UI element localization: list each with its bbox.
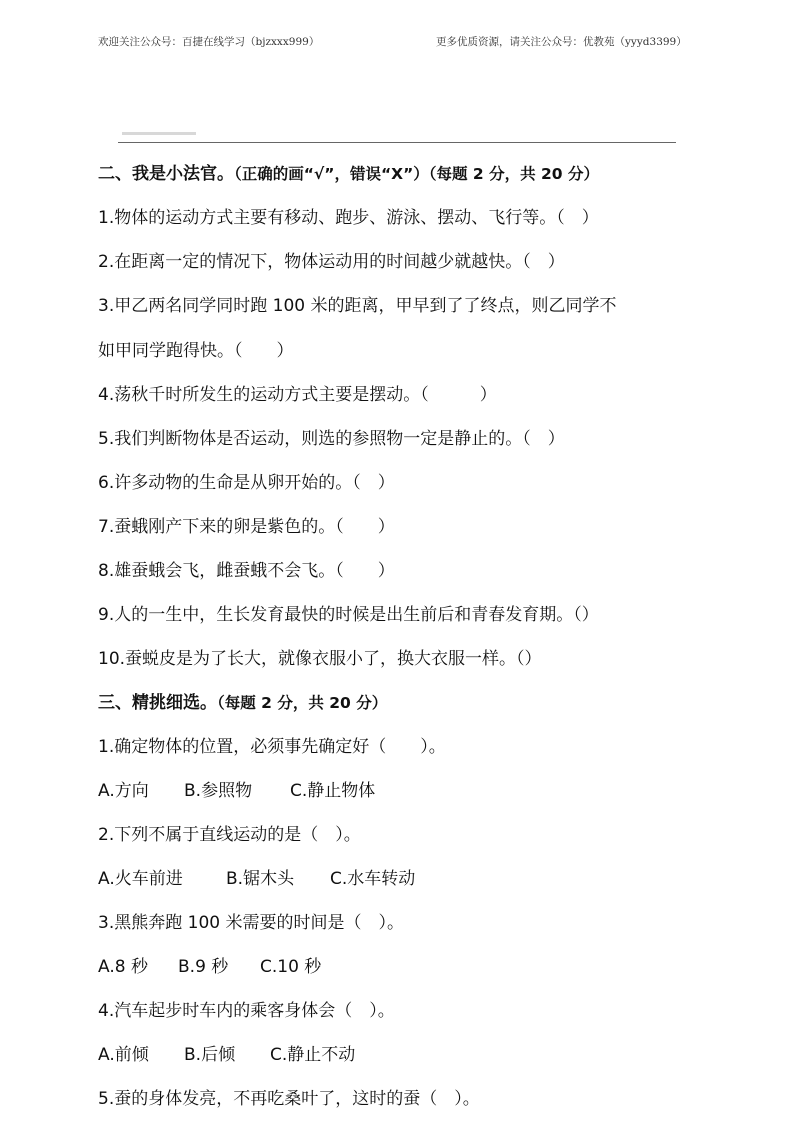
option-c: C.静止不动 (270, 1045, 356, 1065)
judge-item-2: 2.在距离一定的情况下，物体运动用的时间越少就越快。（ ） (98, 252, 565, 272)
faded-heading-remnant (122, 132, 196, 135)
judge-item-10: 10.蚕蜕皮是为了长大，就像衣服小了，换大衣服一样。（） (98, 649, 542, 669)
option-c: C.水车转动 (330, 869, 416, 889)
section2-note: （正确的画“√”，错误“X”）（每题 2 分，共 20 分） (234, 165, 599, 183)
header-right-text: 更多优质资源，请关注公众号：优教苑（yyyd3399） (436, 36, 687, 48)
section3-heading (98, 684, 758, 728)
option-b: B.锯木头 (226, 869, 295, 889)
option-b: B.9 秒 (178, 957, 229, 977)
divider-line (118, 142, 676, 143)
option-b: B.后倾 (184, 1045, 236, 1065)
judge-item-5: 5.我们判断物体是否运动，则选的参照物一定是静止的。（ ） (98, 429, 565, 449)
choice-question-3: 3.黑熊奔跑 100 米需要的时间是（ ）。 (98, 913, 404, 933)
judge-item-1: 1.物体的运动方式主要有移动、跑步、游泳、摆动、飞行等。（ ） (98, 208, 599, 228)
section3-note: （每题 2 分，共 20 分） (217, 694, 388, 712)
judge-item-3-cont: 如甲同学跑得快。（ ） (98, 341, 294, 361)
question-body (98, 155, 758, 1124)
judge-item-3: 3.甲乙两名同学同时跑 100 米的距离，甲早到了了终点，则乙同学不 (98, 296, 617, 316)
judge-item-4: 4.荡秋千时所发生的运动方式主要是摆动。（ ） (98, 385, 497, 405)
choice-options-3 (98, 948, 758, 992)
judge-item-9: 9.人的一生中，生长发育最快的时候是出生前后和青春发育期。（） (98, 605, 599, 625)
option-a: A.前倾 (98, 1045, 149, 1065)
choice-question-5: 5.蚕的身体发亮，不再吃桑叶了，这时的蚕（ ）。 (98, 1089, 480, 1109)
option-b: B.参照物 (184, 781, 253, 801)
option-a: A.8 秒 (98, 957, 148, 977)
choice-question-2: 2.下列不属于直线运动的是（ ）。 (98, 825, 361, 845)
judge-item-6: 6.许多动物的生命是从卵开始的。（ ） (98, 473, 395, 493)
section2-heading (98, 155, 758, 199)
option-a: A.火车前进 (98, 869, 183, 889)
option-c: C.10 秒 (260, 957, 322, 977)
section2-title: 二、我是小法官。 (98, 164, 234, 184)
choice-options-1 (98, 772, 758, 816)
judge-item-8: 8.雄蚕蛾会飞，雌蚕蛾不会飞。（ ） (98, 561, 395, 581)
header-left-text: 欢迎关注公众号：百捷在线学习（bjzxxx999） (98, 36, 320, 48)
choice-options-4 (98, 1036, 758, 1080)
option-a: A.方向 (98, 781, 149, 801)
section3-title: 三、精挑细选。 (98, 693, 217, 713)
judge-item-7: 7.蚕蛾刚产下来的卵是紫色的。（ ） (98, 517, 395, 537)
choice-options-2 (98, 860, 758, 904)
choice-question-4: 4.汽车起步时车内的乘客身体会（ ）。 (98, 1001, 395, 1021)
option-c: C.静止物体 (290, 781, 376, 801)
choice-question-1: 1.确定物体的位置，必须事先确定好（ ）。 (98, 737, 446, 757)
